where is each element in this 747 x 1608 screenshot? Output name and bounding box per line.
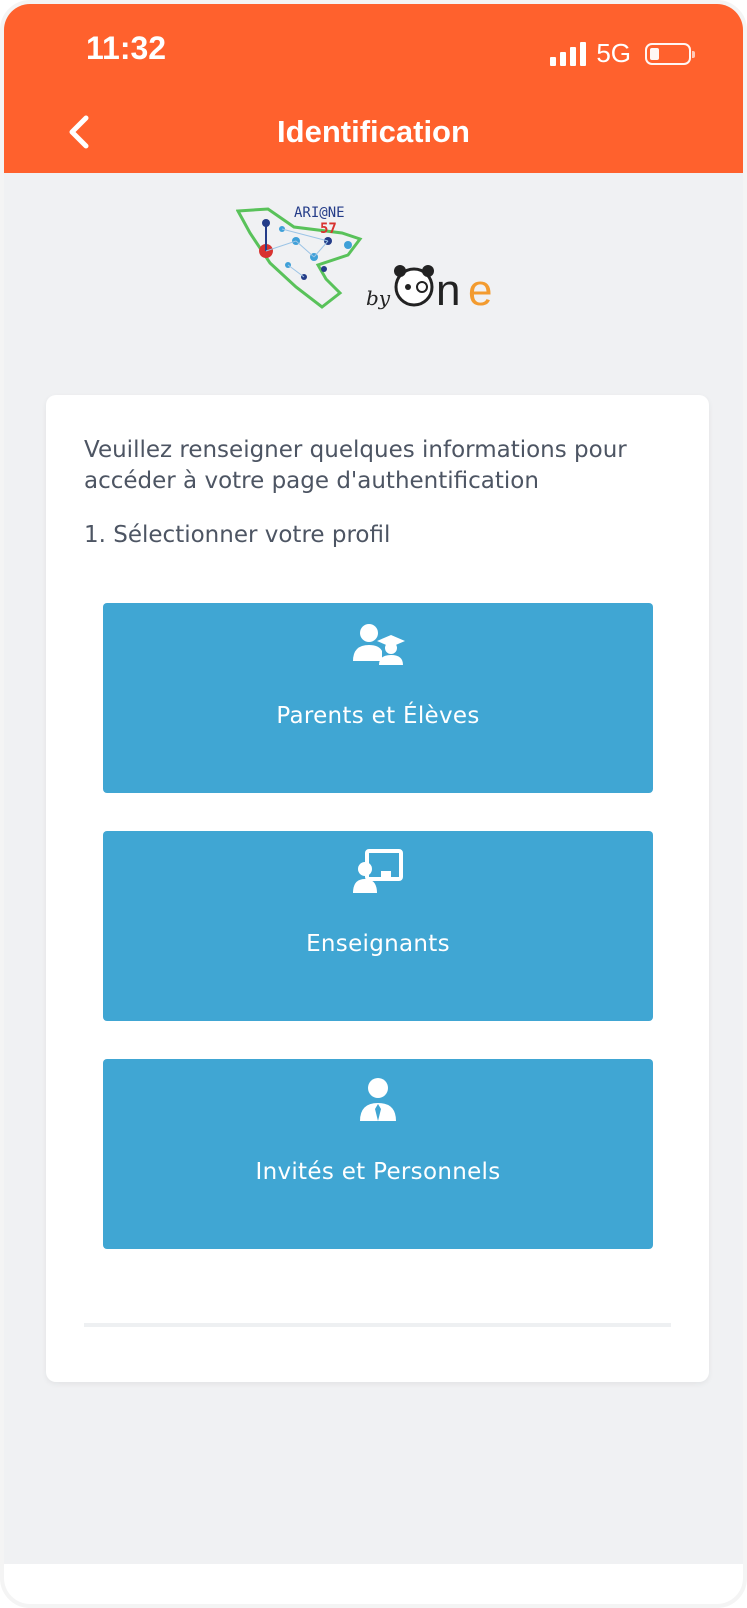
- network-label: 5G: [596, 38, 631, 68]
- svg-text:e: e: [468, 266, 493, 315]
- bottom-safe-area: [4, 1564, 743, 1604]
- page-title: Identification: [277, 114, 470, 149]
- status-indicators: [550, 38, 691, 69]
- signal-icon: [550, 42, 586, 66]
- profile-label: Parents et Élèves: [276, 703, 480, 729]
- profile-card: [46, 395, 709, 1382]
- battery-icon: [645, 43, 691, 65]
- svg-text:by: by: [366, 286, 391, 310]
- step-label: 1. Sélectionner votre profil: [84, 522, 391, 548]
- app-header: [4, 4, 743, 173]
- svg-text:ARI@NE: ARI@NE: [294, 205, 345, 221]
- intro-text: Veuillez renseigner quelques informations pour accéder à votre page d'authentification: [84, 437, 627, 494]
- parents-eleves-button[interactable]: [103, 603, 653, 793]
- profile-label: Invités et Personnels: [255, 1159, 501, 1185]
- ariane-one-logo: [236, 197, 516, 317]
- divider: [84, 1323, 671, 1327]
- enseignants-button[interactable]: [103, 831, 653, 1021]
- staff-person-icon: [103, 1077, 653, 1125]
- svg-text:57: 57: [320, 221, 337, 237]
- teacher-board-icon: [103, 849, 653, 897]
- invites-personnels-button[interactable]: [103, 1059, 653, 1249]
- status-time: 11:32: [86, 30, 167, 66]
- parent-student-icon: [103, 621, 653, 669]
- svg-text:n: n: [436, 266, 461, 315]
- profile-label: Enseignants: [306, 931, 450, 957]
